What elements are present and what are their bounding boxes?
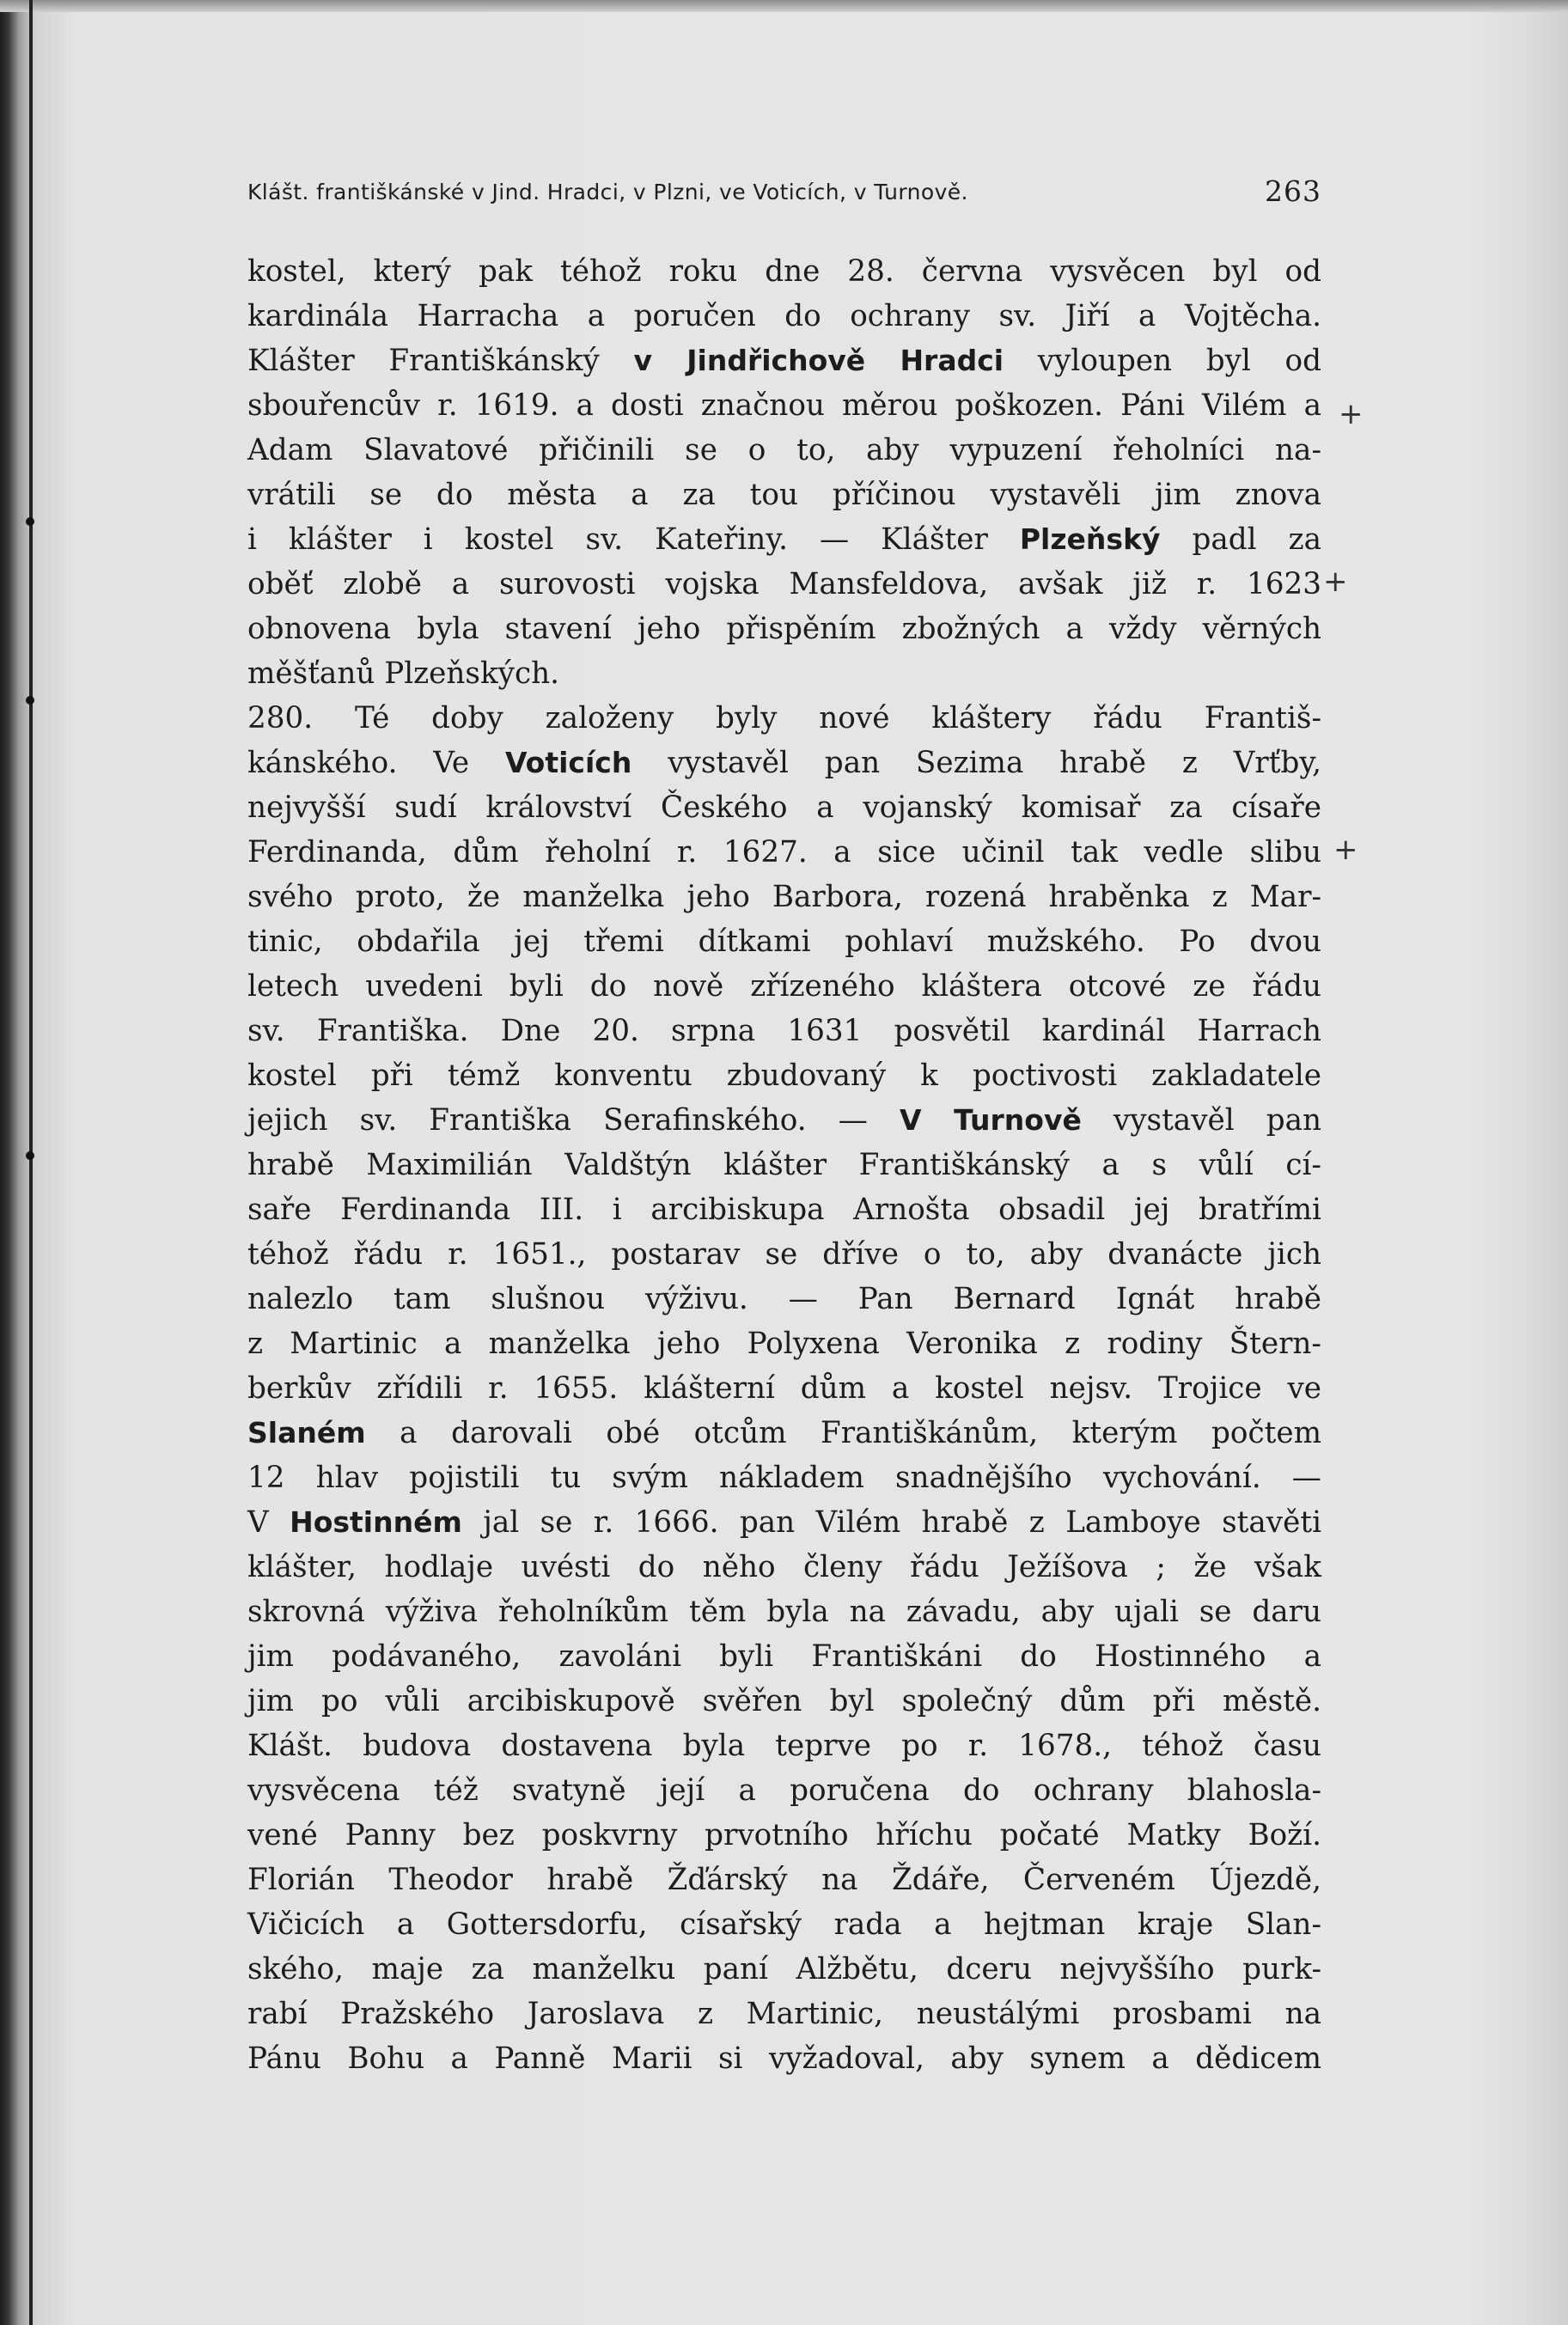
- text-run: rabí Pražského Jaroslava z Martinic, neustálými prosbami na: [247, 1997, 1321, 2031]
- text-line: [247, 1098, 1321, 1143]
- text-line: [247, 428, 1321, 473]
- text-line: [247, 1545, 1321, 1590]
- binding-dot: [26, 1151, 34, 1160]
- text-run: 280. Té doby založeny byly nové kláštery řádu Františ-: [247, 701, 1321, 735]
- text-run: Ferdinanda, dům řeholní r. 1627. a sice učinil tak vedle slibu: [247, 835, 1321, 870]
- text-line: [247, 1768, 1321, 1813]
- text-line: [247, 1009, 1321, 1053]
- text-run: letech uvedeni byli do nově zřízeného kláštera otcové ze řádu: [247, 969, 1321, 1004]
- page-top-edge: [0, 0, 1568, 12]
- page-number: 263: [1265, 174, 1321, 208]
- text-run: saře Ferdinanda III. i arcibiskupa Arnošta obsadil jej bratřími: [247, 1193, 1321, 1227]
- text-line: [247, 875, 1321, 919]
- text-run: tinic, obdařila jej třemi dítkami pohlaví mužského. Po dvou: [247, 925, 1321, 959]
- text-line: [247, 741, 1321, 785]
- text-line: [247, 1992, 1321, 2036]
- text-line: [247, 919, 1321, 964]
- text-run: V: [247, 1505, 290, 1540]
- body-text: [247, 249, 1321, 2081]
- text-run: svého proto, že manželka jeho Barbora, rozená hraběnka z Mar-: [247, 880, 1321, 914]
- text-run: kardinála Harracha a poručen do ochrany sv. Jiří a Vojtěcha.: [247, 299, 1321, 333]
- text-line: [247, 1679, 1321, 1724]
- margin-pencil-mark: +: [1323, 564, 1348, 599]
- text-run: Pánu Bohu a Panně Marii si vyžadoval, aby synem a dědicem: [247, 2041, 1321, 2076]
- text-line: [247, 1590, 1321, 1634]
- text-line: [247, 1858, 1321, 1902]
- text-run: vyloupen byl od: [1004, 344, 1322, 378]
- text-line: [247, 339, 1321, 383]
- bold-place-name: Voticích: [504, 746, 632, 779]
- bold-place-name: Plzeňský: [1019, 522, 1161, 556]
- text-run: klášter, hodlaje uvésti do něho členy řádu Ježíšova ; že však: [247, 1550, 1321, 1584]
- text-line: [247, 562, 1321, 607]
- binding-dot: [26, 696, 34, 705]
- text-line: [247, 294, 1321, 339]
- text-run: měšťanů Plzeňských.: [247, 656, 560, 691]
- text-line: [247, 249, 1321, 294]
- text-line: [247, 696, 1321, 741]
- text-run: vené Panny bez poskvrny prvotního hříchu počaté Matky Boží.: [247, 1818, 1321, 1852]
- text-run: kostel při témž konventu zbudovaný k poctivosti zakladatele: [247, 1059, 1321, 1093]
- text-run: skrovná výživa řeholníkům těm byla na závadu, aby ujali se daru: [247, 1595, 1321, 1629]
- margin-pencil-mark: +: [1333, 833, 1358, 867]
- text-line: [247, 473, 1321, 517]
- text-run: oběť zlobě a surovosti vojska Mansfeldova, avšak již r. 1623: [247, 567, 1321, 601]
- text-run: téhož řádu r. 1651., postarav se dříve o to, aby dvanácte jich: [247, 1237, 1321, 1272]
- text-line: [247, 607, 1321, 651]
- text-run: Vičicích a Gottersdorfu, císařský rada a hejtman kraje Slan-: [247, 1907, 1321, 1942]
- text-line: [247, 1277, 1321, 1321]
- text-line: [247, 1724, 1321, 1768]
- text-run: jejich sv. Františka Serafinského. —: [247, 1103, 900, 1138]
- text-line: [247, 1902, 1321, 1947]
- text-run: hrabě Maximilián Valdštýn klášter Františkánský a s vůlí cí-: [247, 1148, 1321, 1182]
- text-line: [247, 1143, 1321, 1187]
- running-header: [247, 174, 1321, 216]
- text-line: [247, 1187, 1321, 1232]
- text-line: [247, 1813, 1321, 1858]
- text-run: jim podávaného, zavoláni byli Františkáni do Hostinného a: [247, 1639, 1321, 1674]
- text-line: [247, 1366, 1321, 1411]
- text-run: sv. Františka. Dne 20. srpna 1631 posvětil kardinál Harrach: [247, 1014, 1321, 1048]
- text-run: vysvěcena též svatyně její a poručena do ochrany blahosla-: [247, 1773, 1321, 1808]
- text-run: nalezlo tam slušnou výživu. — Pan Bernard Ignát hrabě: [247, 1282, 1321, 1316]
- text-line: [247, 1500, 1321, 1545]
- text-line: [247, 1947, 1321, 1992]
- text-run: kánského. Ve: [247, 746, 505, 780]
- text-run: Adam Slavatové přičinili se o to, aby vypuzení řeholníci na-: [247, 433, 1321, 467]
- margin-pencil-mark: +: [1339, 397, 1364, 431]
- text-run: Klášter Františkánský: [247, 344, 634, 378]
- text-run: z Martinic a manželka jeho Polyxena Veronika z rodiny Štern-: [247, 1327, 1321, 1361]
- text-run: jim po vůli arcibiskupově svěřen byl společný dům při městě.: [247, 1684, 1321, 1718]
- text-run: ského, maje za manželku paní Alžbětu, dceru nejvyššího purk-: [247, 1952, 1321, 1986]
- text-run: nejvyšší sudí království Českého a vojanský komisař za císaře: [247, 790, 1321, 825]
- text-line: [247, 1232, 1321, 1277]
- text-line: [247, 651, 1321, 696]
- text-line: [247, 1455, 1321, 1500]
- text-run: jal se r. 1666. pan Vilém hrabě z Lamboye stavěti: [461, 1505, 1321, 1540]
- text-run: vystavěl pan: [1081, 1103, 1321, 1138]
- text-run: berkův zřídili r. 1655. klášterní dům a kostel nejsv. Trojice ve: [247, 1371, 1321, 1406]
- bold-place-name: Hostinném: [290, 1505, 462, 1539]
- text-run: Florián Theodor hrabě Žďárský na Ždáře, Červeném Újezdě,: [247, 1863, 1321, 1897]
- text-run: vystavěl pan Sezima hrabě z Vrťby,: [631, 746, 1321, 780]
- running-header-title: Klášt. františkánské v Jind. Hradci, v Plzni, ve Voticích, v Turnově.: [247, 180, 968, 204]
- text-line: [247, 1053, 1321, 1098]
- text-line: [247, 785, 1321, 830]
- text-line: [247, 1411, 1321, 1455]
- text-line: [247, 830, 1321, 875]
- text-run: kostel, který pak téhož roku dne 28. června vysvěcen byl od: [247, 254, 1321, 289]
- text-run: 12 hlav pojistili tu svým nákladem snadnějšího vychování. —: [247, 1461, 1321, 1495]
- text-run: a darovali obé otcům Františkánům, kterým počtem: [365, 1416, 1321, 1450]
- binding-dot: [26, 517, 34, 526]
- text-run: sbouřencův r. 1619. a dosti značnou měrou poškozen. Páni Vilém a: [247, 388, 1321, 423]
- bold-place-name: V Turnově: [899, 1103, 1082, 1137]
- text-line: [247, 383, 1321, 428]
- text-run: Klášt. budova dostavena byla teprve po r. 1678., téhož času: [247, 1729, 1321, 1763]
- text-run: vrátili se do města a za tou příčinou vystavěli jim znova: [247, 478, 1321, 512]
- text-line: [247, 517, 1321, 562]
- bold-place-name: v Jindřichově Hradci: [633, 344, 1004, 377]
- text-line: [247, 964, 1321, 1009]
- text-line: [247, 2036, 1321, 2081]
- text-run: padl za: [1160, 522, 1321, 557]
- text-line: [247, 1634, 1321, 1679]
- text-line: [247, 1321, 1321, 1366]
- text-run: i klášter i kostel sv. Kateřiny. — Klášter: [247, 522, 1020, 557]
- bold-place-name: Slaném: [247, 1416, 366, 1449]
- binding-edge: [29, 0, 33, 2325]
- text-run: obnovena byla stavení jeho přispěním zbožných a vždy věrných: [247, 612, 1321, 646]
